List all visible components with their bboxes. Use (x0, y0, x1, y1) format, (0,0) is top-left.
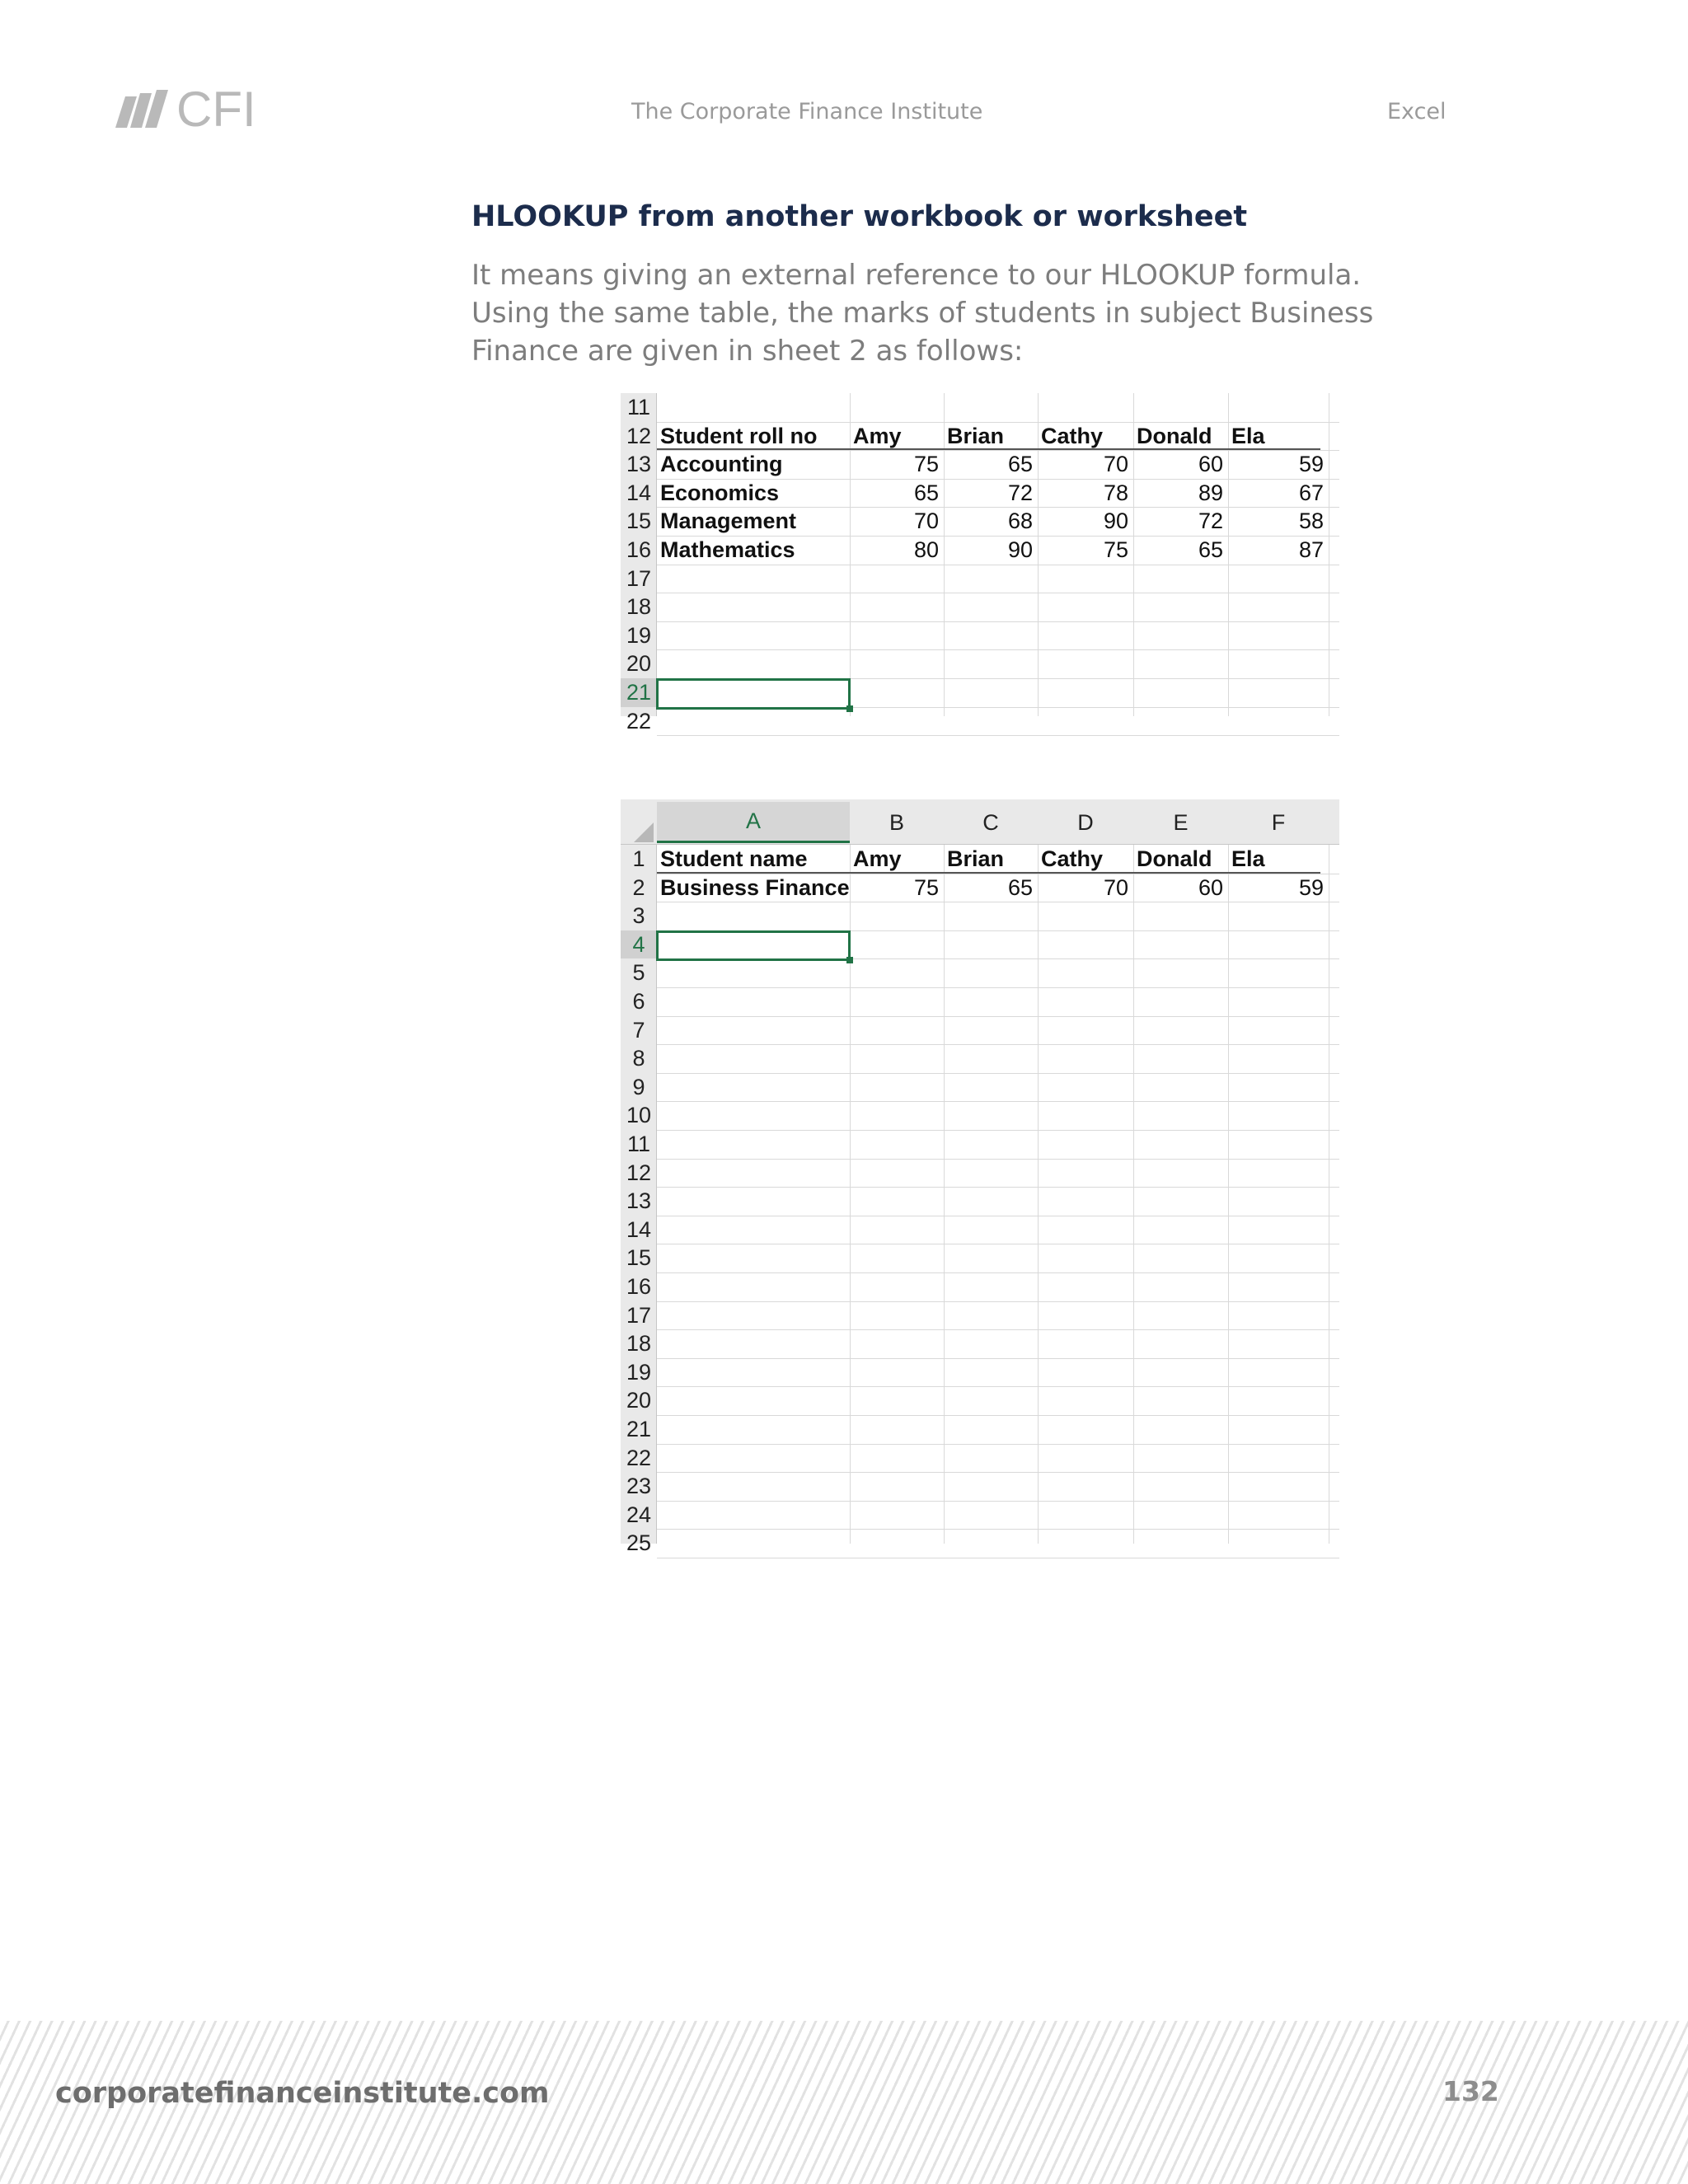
header-section: Excel (1387, 99, 1447, 124)
row-header-11[interactable]: 11 (626, 395, 651, 419)
header-cell[interactable]: Brian (947, 846, 1005, 871)
row-header-7[interactable]: 7 (632, 1017, 645, 1043)
value-cell[interactable]: 75 (913, 452, 939, 477)
gridline-horizontal (657, 1444, 1339, 1445)
value-cell[interactable]: 68 (1007, 509, 1033, 534)
header-cell[interactable]: Student roll no (660, 423, 818, 448)
column-header-f[interactable]: F (1271, 810, 1286, 835)
gridline-horizontal (657, 1044, 1339, 1045)
header-cell[interactable]: Amy (853, 846, 902, 871)
value-cell[interactable]: 70 (1103, 874, 1128, 900)
row-header-25[interactable]: 25 (626, 1530, 652, 1556)
row-header-12[interactable]: 12 (626, 423, 652, 448)
column-header-c[interactable]: C (982, 810, 999, 835)
row-header-12[interactable]: 12 (626, 1160, 652, 1185)
header-cell[interactable]: Donald (1137, 423, 1212, 448)
row-header-10[interactable]: 10 (626, 1103, 652, 1128)
gridline-horizontal (657, 1329, 1339, 1330)
gridline-vertical (1038, 845, 1039, 1544)
row-header-19[interactable]: 19 (626, 622, 652, 648)
header-cell[interactable]: Amy (853, 423, 902, 448)
gridline-horizontal (657, 735, 1339, 736)
value-cell[interactable]: 89 (1198, 480, 1223, 505)
row-header-22[interactable]: 22 (626, 1445, 652, 1470)
value-cell[interactable]: 78 (1103, 480, 1128, 505)
row-label-cell[interactable]: Management (660, 509, 797, 534)
sheet2-screenshot (621, 799, 1339, 1556)
value-cell[interactable]: 60 (1198, 452, 1223, 477)
row-header-5[interactable]: 5 (632, 960, 645, 986)
value-cell[interactable]: 60 (1198, 874, 1223, 900)
row-header-1[interactable]: 1 (632, 846, 645, 871)
column-header-b[interactable]: B (889, 810, 904, 835)
row-header-8[interactable]: 8 (632, 1046, 645, 1071)
footer-website[interactable]: corporatefinanceinstitute.com (55, 2077, 550, 2110)
row-header-22[interactable]: 22 (626, 708, 652, 733)
value-cell[interactable]: 90 (1103, 509, 1128, 534)
header-cell[interactable]: Ela (1231, 423, 1265, 448)
header-cell[interactable]: Student name (660, 846, 808, 871)
cfi-logo (114, 82, 279, 137)
row-header-9[interactable]: 9 (632, 1074, 645, 1099)
row-label-cell[interactable]: Accounting (660, 452, 783, 477)
header-cell[interactable]: Cathy (1041, 423, 1104, 448)
row-header-3[interactable]: 3 (632, 903, 645, 929)
row-header-18[interactable]: 18 (626, 594, 652, 620)
value-cell[interactable]: 87 (1298, 537, 1324, 562)
row-header-2[interactable]: 2 (632, 874, 645, 900)
header-publisher: The Corporate Finance Institute (631, 99, 983, 124)
gridline-horizontal (657, 1501, 1339, 1502)
selected-cell[interactable] (656, 930, 851, 962)
gridline-vertical (1228, 845, 1229, 1544)
row-header-6[interactable]: 6 (632, 989, 645, 1014)
value-cell[interactable]: 65 (913, 480, 939, 505)
row-header-18[interactable]: 18 (626, 1331, 652, 1357)
row-header-16[interactable]: 16 (626, 537, 652, 562)
value-cell[interactable]: 90 (1007, 537, 1033, 562)
header-cell[interactable]: Ela (1231, 846, 1265, 871)
row-header-19[interactable]: 19 (626, 1359, 652, 1385)
row-header-20[interactable]: 20 (626, 1388, 652, 1413)
value-cell[interactable]: 80 (913, 537, 939, 562)
gridline-horizontal (657, 1272, 1339, 1273)
select-all-corner[interactable] (621, 799, 657, 845)
row-header-24[interactable]: 24 (626, 1502, 652, 1527)
row-header-11[interactable]: 11 (626, 1132, 651, 1156)
gridline-horizontal (657, 1159, 1339, 1160)
value-cell[interactable]: 65 (1007, 452, 1033, 477)
gridline-horizontal (657, 621, 1339, 622)
value-cell[interactable]: 65 (1198, 537, 1223, 562)
row-label-cell[interactable]: Economics (660, 480, 780, 505)
gridline-vertical (944, 845, 945, 1544)
value-cell[interactable]: 70 (1103, 452, 1128, 477)
row-header-16[interactable]: 16 (626, 1274, 652, 1299)
row-header-15[interactable]: 15 (626, 509, 652, 534)
selected-cell[interactable] (656, 678, 851, 710)
gridline-horizontal (657, 1130, 1339, 1131)
row-header-14[interactable]: 14 (626, 1216, 652, 1242)
section-title: HLOOKUP from another workbook or worksheet (471, 200, 1248, 233)
value-cell[interactable]: 72 (1198, 509, 1223, 534)
row-header-21[interactable]: 21 (621, 678, 657, 707)
gridline-horizontal (657, 1358, 1339, 1359)
row-header-20[interactable]: 20 (626, 651, 652, 677)
value-cell[interactable]: 65 (1007, 874, 1033, 900)
gridline-horizontal (657, 1386, 1339, 1387)
header-cell[interactable]: Brian (947, 423, 1005, 448)
sheet1-screenshot (621, 393, 1339, 733)
gridline-horizontal (657, 1415, 1339, 1416)
row-header-14[interactable]: 14 (626, 480, 652, 505)
row-header-4[interactable]: 4 (621, 930, 657, 959)
value-cell[interactable]: 67 (1298, 480, 1324, 505)
gridline-horizontal (657, 649, 1339, 650)
header-cell[interactable]: Cathy (1041, 846, 1104, 871)
column-header-a[interactable]: A (657, 802, 850, 843)
gridline-horizontal (657, 1016, 1339, 1017)
gridline-horizontal (657, 1472, 1339, 1473)
gridline-horizontal (657, 987, 1339, 988)
row-label-cell[interactable]: Mathematics (660, 537, 795, 562)
page-number: 132 (1442, 2075, 1499, 2107)
gridline-horizontal (657, 1073, 1339, 1074)
value-cell[interactable]: 75 (913, 874, 939, 900)
row-header-15[interactable]: 15 (626, 1245, 652, 1271)
gridline-horizontal (657, 1529, 1339, 1530)
column-header-d[interactable]: D (1077, 810, 1094, 835)
row-header-13[interactable]: 13 (626, 452, 652, 477)
value-cell[interactable]: 58 (1298, 509, 1324, 534)
value-cell[interactable]: 72 (1007, 480, 1033, 505)
value-cell[interactable]: 59 (1298, 874, 1324, 900)
row-label-cell[interactable]: Business Finance (660, 874, 850, 900)
logo-text: CFI (176, 82, 256, 137)
value-cell[interactable]: 59 (1298, 452, 1324, 477)
section-paragraph: It means giving an external reference to our HLOOKUP formula. Using the same table, the marks of students in subject Business Finance are given in sheet 2 as follows: (471, 259, 1374, 368)
gridline-horizontal (657, 1301, 1339, 1302)
value-cell[interactable]: 75 (1103, 537, 1128, 562)
gridline-horizontal (657, 1187, 1339, 1188)
row-header-17[interactable]: 17 (626, 1302, 652, 1328)
row-header-17[interactable]: 17 (626, 565, 652, 591)
header-cell[interactable]: Donald (1137, 846, 1212, 871)
value-cell[interactable]: 70 (913, 509, 939, 534)
row-header-21[interactable]: 21 (626, 1417, 652, 1441)
column-header-e[interactable]: E (1173, 810, 1189, 835)
gridline-horizontal (657, 1101, 1339, 1102)
row-header-23[interactable]: 23 (626, 1474, 652, 1499)
row-header-13[interactable]: 13 (626, 1188, 652, 1214)
gridline-vertical (1133, 845, 1134, 1544)
